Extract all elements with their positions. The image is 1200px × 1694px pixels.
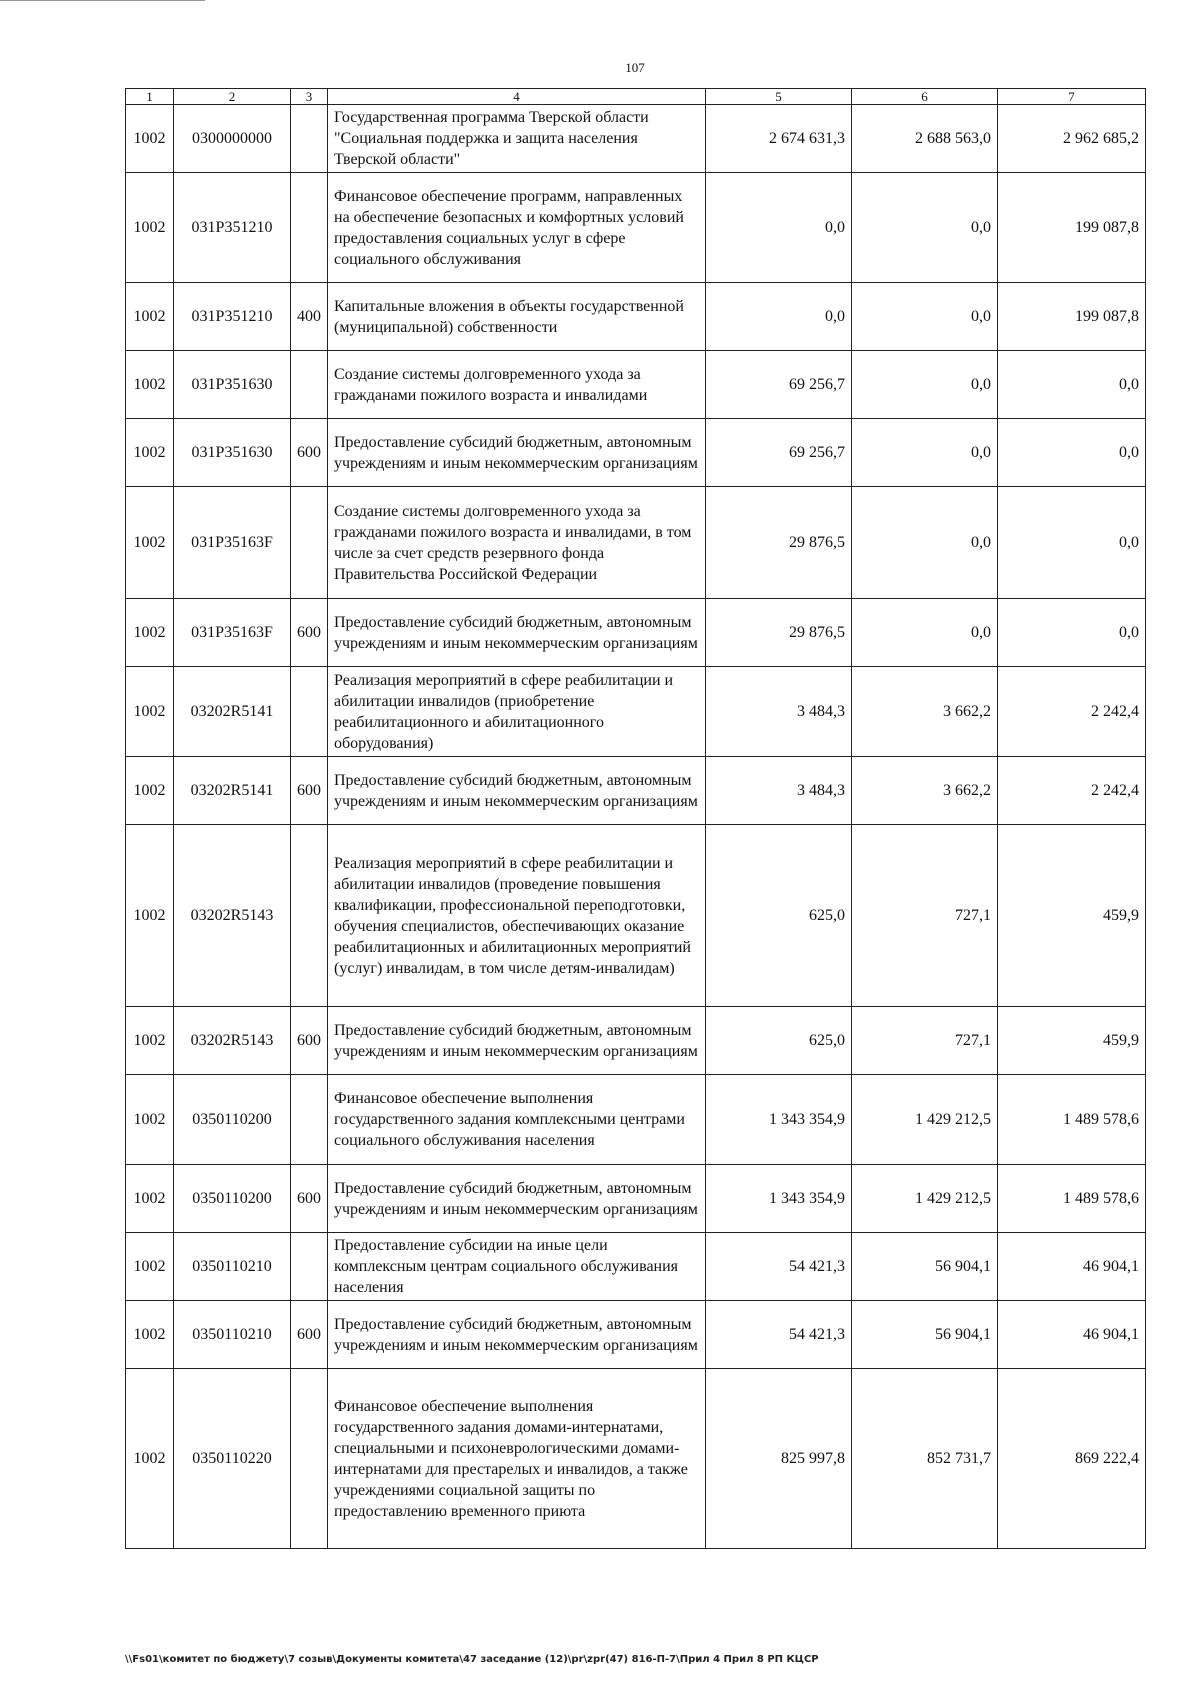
amount-col6: 0,0 [852, 173, 998, 283]
item-name: Предоставление субсидий бюджетным, автономным учреждениям и иным некоммерческим организациям [328, 419, 706, 487]
expense-type [291, 351, 328, 419]
amount-col7: 46 904,1 [998, 1301, 1146, 1369]
header-cell-5: 5 [706, 89, 852, 105]
section-code: 1002 [126, 283, 174, 351]
target-code: 0350110200 [174, 1165, 291, 1233]
item-name: Предоставление субсидий бюджетным, автономным учреждениям и иным некоммерческим организациям [328, 599, 706, 667]
header-cell-6: 6 [852, 89, 998, 105]
target-code: 031P35163F [174, 487, 291, 599]
expense-type [291, 173, 328, 283]
target-code: 03202R5141 [174, 667, 291, 757]
amount-col7: 0,0 [998, 419, 1146, 487]
amount-col5: 54 421,3 [706, 1233, 852, 1301]
amount-col5: 3 484,3 [706, 667, 852, 757]
target-code: 03202R5141 [174, 757, 291, 825]
target-code: 031P351630 [174, 351, 291, 419]
header-cell-2: 2 [174, 89, 291, 105]
expense-type: 600 [291, 1007, 328, 1075]
item-name: Государственная программа Тверской области "Социальная поддержка и защита населения Тверской области" [328, 105, 706, 173]
expense-type [291, 105, 328, 173]
header-cell-7: 7 [998, 89, 1146, 105]
amount-col6: 2 688 563,0 [852, 105, 998, 173]
expense-type [291, 1075, 328, 1165]
amount-col7: 199 087,8 [998, 173, 1146, 283]
section-code: 1002 [126, 1075, 174, 1165]
target-code: 0350110210 [174, 1233, 291, 1301]
amount-col6: 852 731,7 [852, 1369, 998, 1549]
amount-col6: 56 904,1 [852, 1233, 998, 1301]
table-row [126, 1233, 1146, 1301]
section-code: 1002 [126, 487, 174, 599]
expense-type: 600 [291, 1301, 328, 1369]
amount-col6: 3 662,2 [852, 757, 998, 825]
target-code: 0350110210 [174, 1301, 291, 1369]
amount-col6: 0,0 [852, 487, 998, 599]
amount-col6: 1 429 212,5 [852, 1075, 998, 1165]
expense-type: 600 [291, 757, 328, 825]
amount-col5: 3 484,3 [706, 757, 852, 825]
target-code: 0300000000 [174, 105, 291, 173]
table-row [126, 487, 1146, 599]
section-code: 1002 [126, 1165, 174, 1233]
section-code: 1002 [126, 173, 174, 283]
target-code: 031P351210 [174, 173, 291, 283]
expense-type: 400 [291, 283, 328, 351]
scan-edge-line [0, 0, 205, 1]
amount-col5: 69 256,7 [706, 419, 852, 487]
item-name: Создание системы долговременного ухода за гражданами пожилого возраста и инвалидами, в том числе за счет средств резервного фонда Правительства Российской Федерации [328, 487, 706, 599]
amount-col6: 3 662,2 [852, 667, 998, 757]
amount-col5: 0,0 [706, 283, 852, 351]
amount-col5: 69 256,7 [706, 351, 852, 419]
header-cell-1: 1 [126, 89, 174, 105]
table-row [126, 173, 1146, 283]
section-code: 1002 [126, 599, 174, 667]
target-code: 0350110220 [174, 1369, 291, 1549]
target-code: 03202R5143 [174, 825, 291, 1007]
amount-col7: 459,9 [998, 1007, 1146, 1075]
amount-col7: 46 904,1 [998, 1233, 1146, 1301]
amount-col5: 29 876,5 [706, 599, 852, 667]
table-row [126, 1369, 1146, 1549]
amount-col6: 0,0 [852, 351, 998, 419]
section-code: 1002 [126, 825, 174, 1007]
item-name: Реализация мероприятий в сфере реабилитации и абилитации инвалидов (приобретение реабилитационного и абилитационного оборудования) [328, 667, 706, 757]
target-code: 031P35163F [174, 599, 291, 667]
target-code: 0350110200 [174, 1075, 291, 1165]
item-name: Предоставление субсидий бюджетным, автономным учреждениям и иным некоммерческим организациям [328, 1007, 706, 1075]
section-code: 1002 [126, 1233, 174, 1301]
amount-col5: 1 343 354,9 [706, 1075, 852, 1165]
amount-col6: 56 904,1 [852, 1301, 998, 1369]
amount-col7: 199 087,8 [998, 283, 1146, 351]
expense-type [291, 667, 328, 757]
header-row [126, 89, 1146, 105]
expense-type: 600 [291, 1165, 328, 1233]
amount-col7: 2 242,4 [998, 757, 1146, 825]
table-row [126, 1007, 1146, 1075]
file-path-footer: \\Fs01\комитет по бюджету\7 созыв\Документы комитета\47 заседание (12)\pr\zpr(47) 816-П-7\Прил 4 Прил 8 РП КЦСР [125, 1654, 819, 1665]
section-code: 1002 [126, 105, 174, 173]
table-row [126, 283, 1146, 351]
item-name: Финансовое обеспечение выполнения государственного задания домами-интернатами, специальными и психоневрологическими домами-интернатами для престарелых и инвалидов, а также учреждениями социальной защиты по предоставлению временного приюта [328, 1369, 706, 1549]
table-row [126, 351, 1146, 419]
item-name: Предоставление субсидий бюджетным, автономным учреждениям и иным некоммерческим организациям [328, 1165, 706, 1233]
amount-col6: 0,0 [852, 419, 998, 487]
amount-col6: 0,0 [852, 283, 998, 351]
amount-col7: 0,0 [998, 599, 1146, 667]
item-name: Капитальные вложения в объекты государственной (муниципальной) собственности [328, 283, 706, 351]
amount-col7: 1 489 578,6 [998, 1165, 1146, 1233]
amount-col6: 0,0 [852, 599, 998, 667]
table-row [126, 757, 1146, 825]
amount-col7: 0,0 [998, 487, 1146, 599]
section-code: 1002 [126, 351, 174, 419]
section-code: 1002 [126, 757, 174, 825]
table-row [126, 419, 1146, 487]
table-row [126, 1301, 1146, 1369]
amount-col7: 0,0 [998, 351, 1146, 419]
section-code: 1002 [126, 1007, 174, 1075]
amount-col5: 2 674 631,3 [706, 105, 852, 173]
amount-col7: 869 222,4 [998, 1369, 1146, 1549]
item-name: Предоставление субсидий бюджетным, автономным учреждениям и иным некоммерческим организациям [328, 757, 706, 825]
amount-col5: 1 343 354,9 [706, 1165, 852, 1233]
page-number: 107 [625, 60, 645, 75]
section-code: 1002 [126, 1369, 174, 1549]
amount-col5: 625,0 [706, 1007, 852, 1075]
header-cell-4: 4 [328, 89, 706, 105]
table-row [126, 825, 1146, 1007]
amount-col5: 54 421,3 [706, 1301, 852, 1369]
table-row [126, 105, 1146, 173]
expense-type [291, 825, 328, 1007]
target-code: 031P351210 [174, 283, 291, 351]
budget-table [125, 88, 1146, 1549]
table-row [126, 1165, 1146, 1233]
amount-col7: 2 962 685,2 [998, 105, 1146, 173]
amount-col7: 2 242,4 [998, 667, 1146, 757]
item-name: Финансовое обеспечение программ, направленных на обеспечение безопасных и комфортных условий предоставления социальных услуг в сфере социального обслуживания [328, 173, 706, 283]
item-name: Создание системы долговременного ухода за гражданами пожилого возраста и инвалидами [328, 351, 706, 419]
amount-col7: 1 489 578,6 [998, 1075, 1146, 1165]
amount-col5: 29 876,5 [706, 487, 852, 599]
section-code: 1002 [126, 419, 174, 487]
amount-col6: 727,1 [852, 1007, 998, 1075]
table-row [126, 667, 1146, 757]
item-name: Предоставление субсидий бюджетным, автономным учреждениям и иным некоммерческим организациям [328, 1301, 706, 1369]
amount-col5: 625,0 [706, 825, 852, 1007]
target-code: 031P351630 [174, 419, 291, 487]
section-code: 1002 [126, 667, 174, 757]
item-name: Финансовое обеспечение выполнения государственного задания комплексными центрами социального обслуживания населения [328, 1075, 706, 1165]
item-name: Реализация мероприятий в сфере реабилитации и абилитации инвалидов (проведение повышения квалификации, профессиональной переподготовки, обучения специалистов, обеспечивающих оказание реабилитационных и абилитационных мероприятий (услуг) инвалидам, в том числе детям-инвалидам) [328, 825, 706, 1007]
expense-type [291, 1233, 328, 1301]
expense-type [291, 487, 328, 599]
amount-col5: 0,0 [706, 173, 852, 283]
item-name: Предоставление субсидии на иные цели комплексным центрам социального обслуживания населения [328, 1233, 706, 1301]
expense-type [291, 1369, 328, 1549]
amount-col6: 1 429 212,5 [852, 1165, 998, 1233]
amount-col7: 459,9 [998, 825, 1146, 1007]
header-cell-3: 3 [291, 89, 328, 105]
amount-col5: 825 997,8 [706, 1369, 852, 1549]
amount-col6: 727,1 [852, 825, 998, 1007]
expense-type: 600 [291, 599, 328, 667]
expense-type: 600 [291, 419, 328, 487]
table-row [126, 599, 1146, 667]
section-code: 1002 [126, 1301, 174, 1369]
table-row [126, 1075, 1146, 1165]
target-code: 03202R5143 [174, 1007, 291, 1075]
